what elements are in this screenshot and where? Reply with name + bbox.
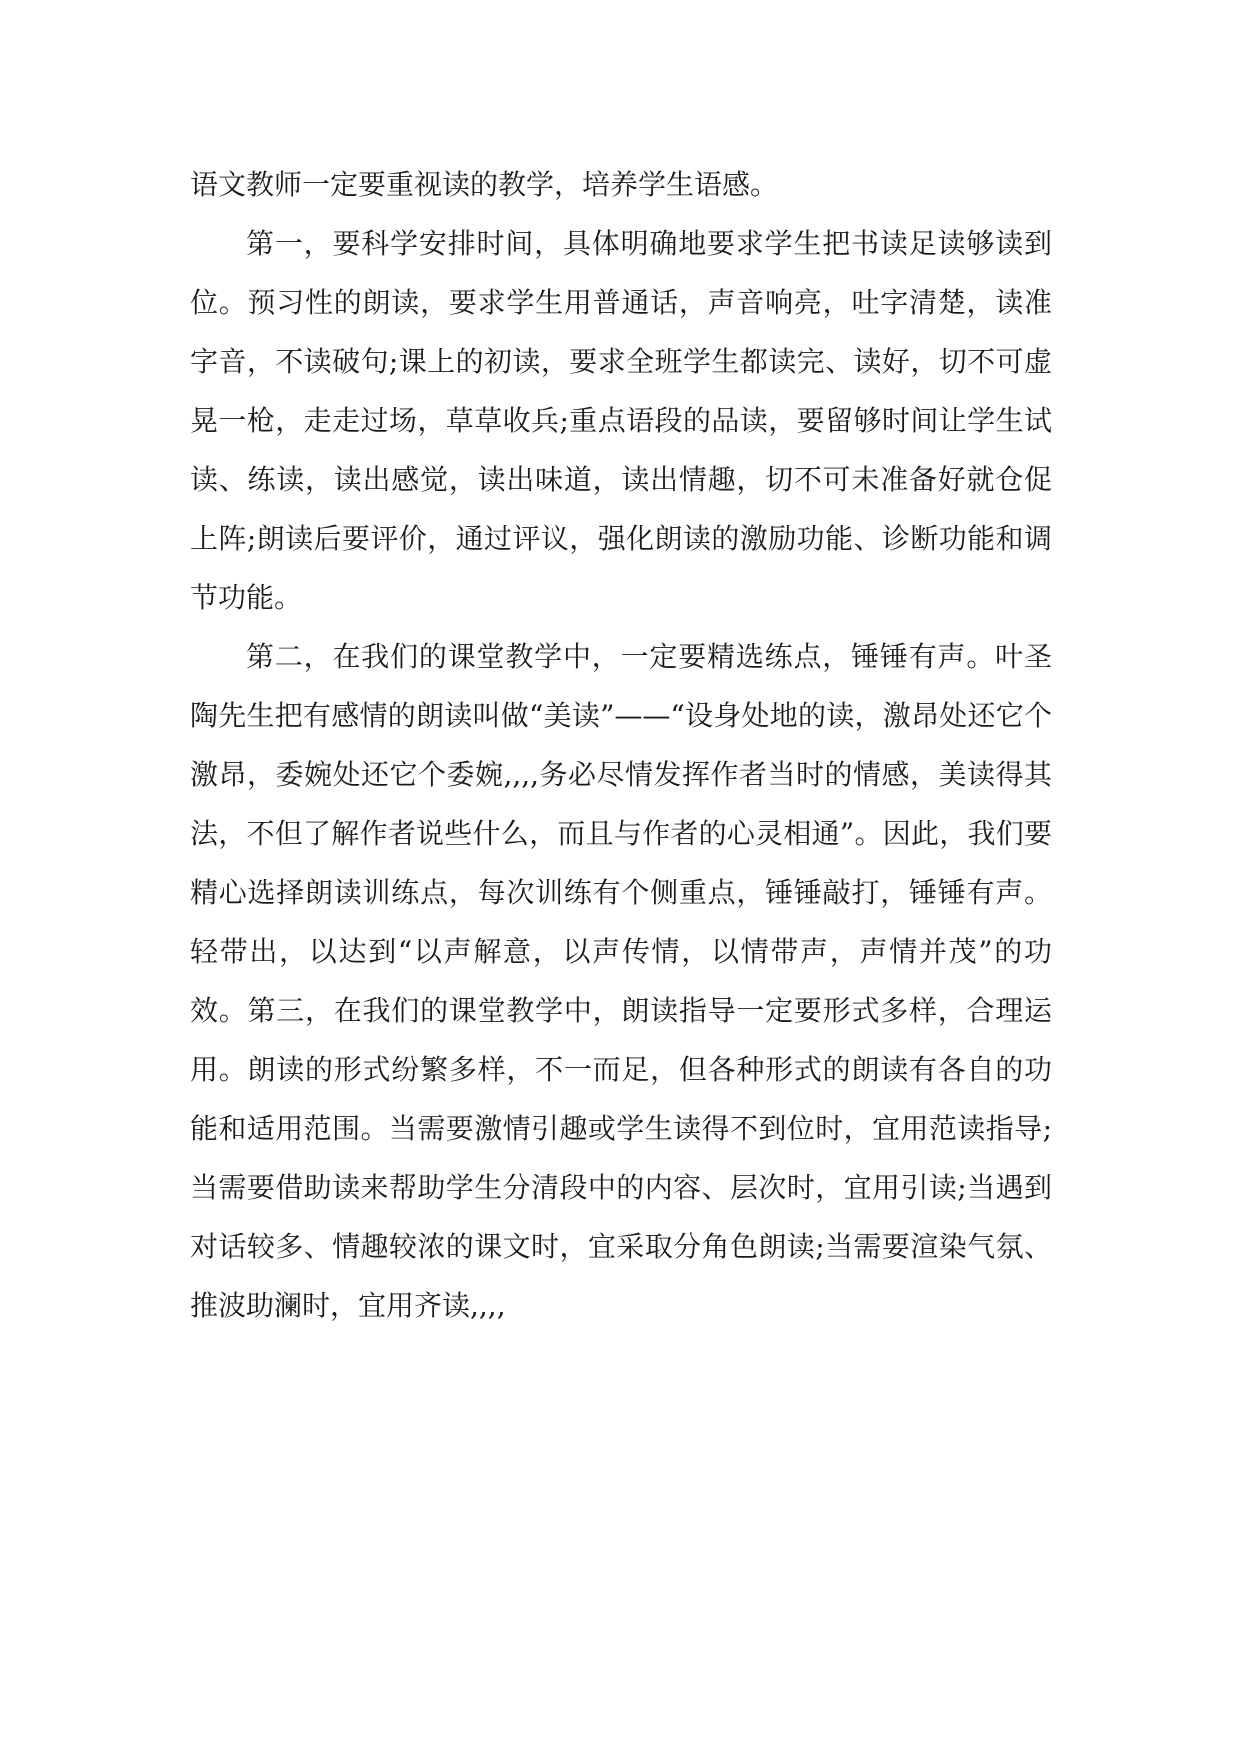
body-text bbox=[190, 155, 1052, 1335]
paragraph-intro: 语文教师一定要重视读的教学，培养学生语感。 bbox=[190, 168, 779, 201]
paragraph-first-point: 第一，要科学安排时间，具体明确地要求学生把书读足读够读到位。预习性的朗读，要求学生用普通话，声音响亮，吐字清楚，读准字音，不读破句;课上的初读，要求全班学生都读完、读好，切不可虚晃一枪，走走过场，草草收兵;重点语段的品读，要留够时间让学生试读、练读，读出感觉，读出味道，读出情趣，切不可未准备好就仓促上阵;朗读后要评价，通过评议，强化朗读的激励功能、诊断功能和调节功能。 bbox=[190, 227, 1052, 614]
paragraph-second-point: 第二，在我们的课堂教学中，一定要精选练点，锤锤有声。叶圣陶先生把有感情的朗读叫做“美读”——“设身处地的读，激昂处还它个激昂，委婉处还它个委婉,,,,务必尽情发挥作者当时的情感，美读得其法，不但了解作者说些什么，而且与作者的心灵相通”。因此，我们要精心选择朗读训练点，每次训练有个侧重点，锤锤敲打，锤锤有声。轻带出，以达到“以声解意，以声传情，以情带声，声情并茂”的功效。第三，在我们的课堂教学中，朗读指导一定要形式多样，合理运用。朗读的形式纷繁多样，不一而足，但各种形式的朗读有各自的功能和适用范围。当需要激情引趣或学生读得不到位时，宜用范读指导;当需要借助读来帮助学生分清段中的内容、层次时，宜用引读;当遇到对话较多、情趣较浓的课文时，宜采取分角色朗读;当需要渲染气氛、推波助澜时，宜用齐读,,,, bbox=[190, 640, 1052, 1322]
